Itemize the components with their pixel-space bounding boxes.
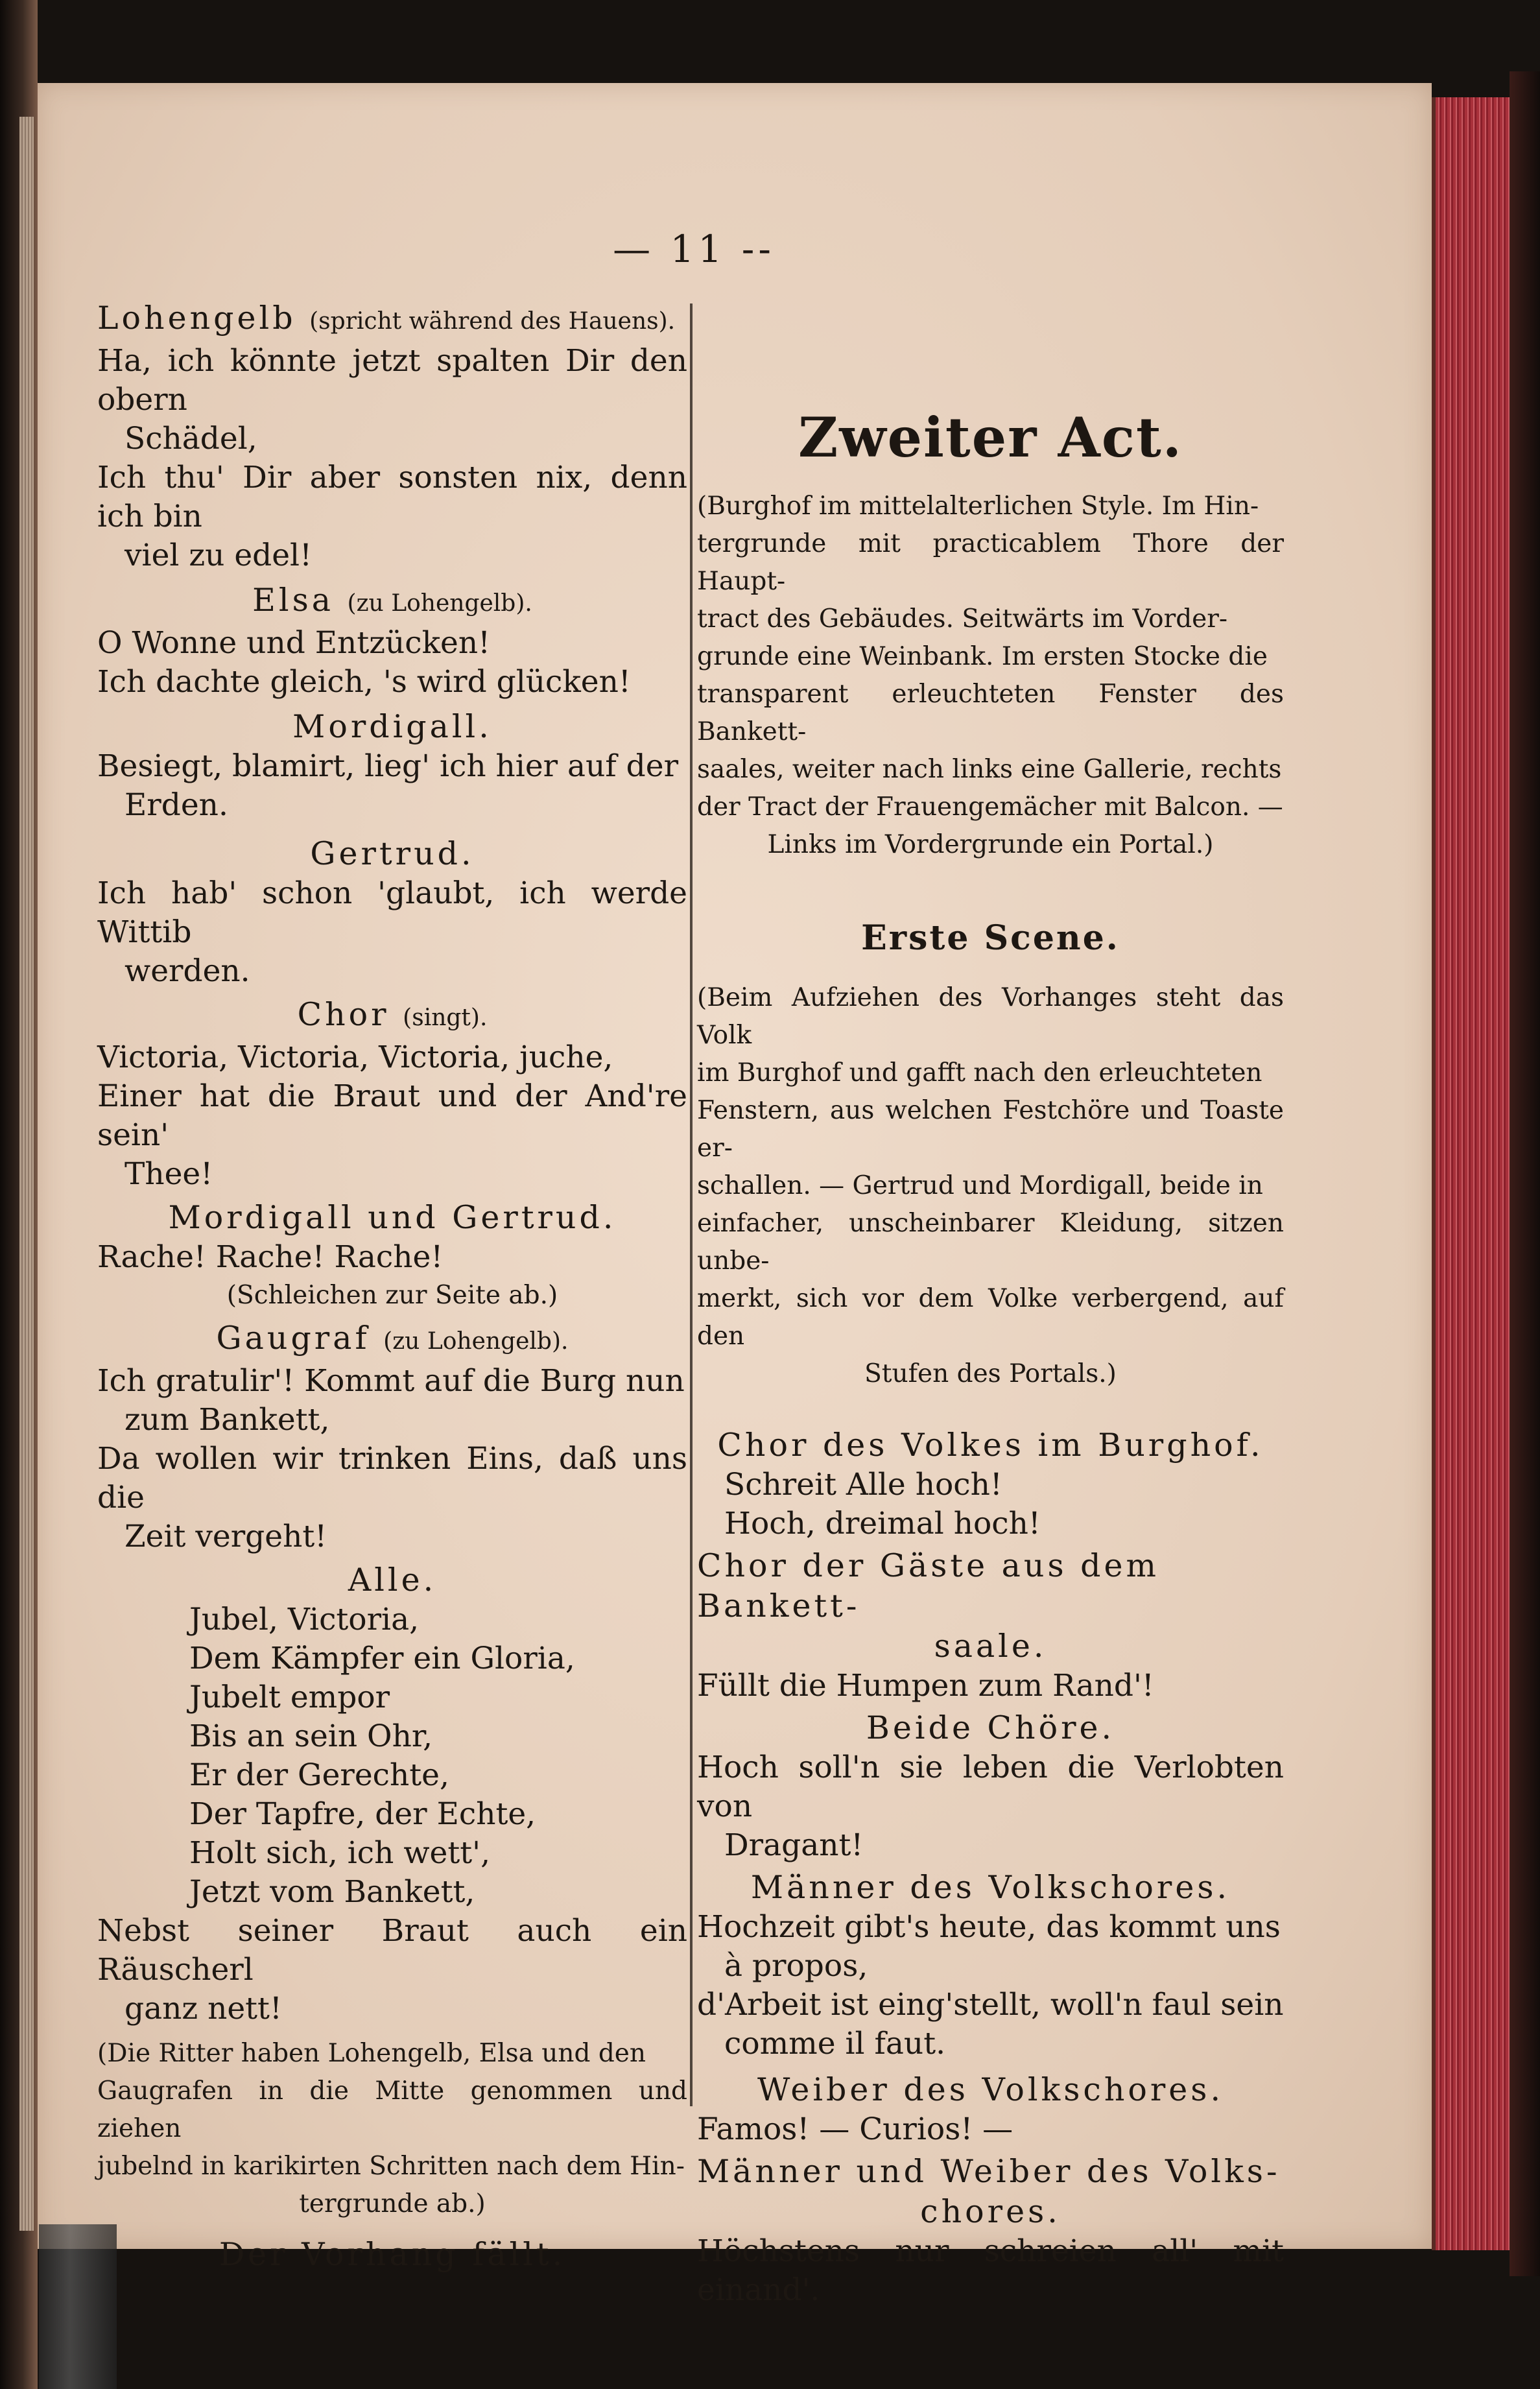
dialogue-block — [697, 1425, 1284, 1543]
text-line: à propos, — [724, 1948, 868, 1984]
left-page-edges — [19, 117, 34, 2231]
text-line: Ich gratulir'! Kommt auf die Burg nun — [97, 1363, 685, 1399]
text-line: Schreit Alle hoch! — [724, 1467, 1002, 1503]
verse-line: Der Tapfre, der Echte, — [189, 1796, 536, 1832]
text-line: Hochzeit gibt's heute, das kommt uns — [697, 1909, 1281, 1945]
stage-note: (spricht während des Hauens). — [309, 308, 676, 335]
speaker-heading — [97, 298, 687, 342]
dialogue-block — [97, 995, 687, 1194]
direction-line: merkt, sich vor dem Volke verbergend, auf den — [697, 1284, 1284, 1351]
stage-direction: (Schleichen zur Seite ab.) — [226, 1281, 558, 1310]
direction-line: grunde eine Weinbank. Im ersten Stocke die — [697, 642, 1268, 671]
direction-line: tergrunde ab.) — [299, 2189, 486, 2218]
text-line: Ich hab' schon 'glaubt, ich werde Wittib — [97, 875, 687, 950]
dialogue-block — [697, 2152, 1284, 2310]
dialogue-block — [697, 1708, 1284, 1865]
speaker-name: Lohengelb — [97, 300, 296, 337]
direction-line: jubelnd in karikirten Schritten nach dem Hin- — [97, 2152, 685, 2181]
stage-note: (singt). — [403, 1004, 488, 1031]
speaker-name: saale. — [934, 1628, 1047, 1665]
direction-line: schallen. — Gertrud und Mordigall, beide in — [697, 1171, 1263, 1200]
speaker-name: chores. — [920, 2193, 1061, 2230]
dialogue-block — [97, 580, 687, 702]
direction-line: (Die Ritter haben Lohengelb, Elsa und den — [97, 2039, 646, 2068]
text-line: Ich dachte gleich, 's wird glücken! — [97, 664, 631, 700]
page-number: — 11 -- — [613, 227, 775, 271]
text-line: werden. — [124, 953, 250, 989]
act-title: Zweiter Act. — [798, 405, 1183, 469]
text-line: Hoch, dreimal hoch! — [724, 1506, 1041, 1541]
verse-line: Jubelt empor — [189, 1680, 390, 1715]
speaker-name: Chor — [297, 996, 390, 1033]
speaker-heading — [97, 1318, 687, 1362]
direction-line: saales, weiter nach links eine Gallerie, rechts — [697, 755, 1282, 784]
text-line: Da wollen wir trinken Eins, daß uns die — [97, 1441, 687, 1515]
text-line: Zeit vergeht! — [124, 1519, 327, 1554]
text-line: ganz nett! — [124, 1991, 282, 2026]
dialogue-block — [697, 1868, 1284, 2063]
text-line: Victoria, Victoria, Victoria, juche, — [97, 1040, 613, 1075]
verse-line: Er der Gerechte, — [189, 1757, 449, 1793]
act-direction — [697, 488, 1284, 864]
dialogue-block — [697, 2070, 1284, 2149]
speaker-name: Gertrud. — [310, 835, 475, 872]
stage-direction-block — [97, 2035, 687, 2223]
direction-line: Gaugrafen in die Mitte genommen und ziehen — [97, 2076, 687, 2143]
verse-line: Jetzt vom Bankett, — [189, 1874, 475, 1910]
scene-title: Erste Scene. — [861, 918, 1120, 958]
book-page-edges-red — [1432, 97, 1513, 2250]
dialogue-block — [97, 1560, 687, 2028]
text-line: Famos! — Curios! — — [697, 2111, 1013, 2147]
book-cover-edge — [1510, 71, 1540, 2276]
speaker-name: Gaugraf — [216, 1320, 370, 1357]
text-line: Erden. — [124, 787, 228, 823]
speaker-name: Mordigall. — [292, 708, 492, 745]
text-line: Hoch soll'n sie leben die Verlobten von — [697, 1750, 1284, 1824]
text-line: Thee! — [124, 1156, 213, 1192]
scene-direction — [697, 979, 1284, 1393]
speaker-name: Männer des Volkschores. — [750, 1869, 1231, 1906]
text-line: Dragant! — [724, 1827, 864, 1863]
dialogue-block — [97, 834, 687, 991]
direction-line: tergrunde mit practicablem Thore der Haupt- — [697, 529, 1284, 596]
verse-line: Bis an sein Ohr, — [189, 1718, 433, 1754]
text-line: Einer hat die Braut und der And're sein' — [97, 1078, 687, 1153]
speaker-name: Beide Chöre. — [866, 1709, 1115, 1746]
bookmark-ribbon — [39, 2224, 117, 2389]
speaker-name: Chor des Volkes im Burghof. — [717, 1427, 1264, 1464]
verse-line: Dem Kämpfer ein Gloria, — [189, 1641, 575, 1676]
text-line: viel zu edel! — [124, 538, 312, 573]
text-line: comme il faut. — [724, 2026, 946, 2062]
direction-line: (Burghof im mittelalterlichen Style. Im Hin- — [697, 492, 1259, 521]
text-line: Ich thu' Dir aber sonsten nix, denn ich bin — [97, 460, 687, 534]
text-line: Rache! Rache! Rache! — [97, 1239, 444, 1275]
direction-line: im Burghof und gafft nach den erleuchteten — [697, 1058, 1262, 1088]
direction-line: Links im Vordergrunde ein Portal.) — [767, 830, 1214, 859]
speaker-heading — [97, 580, 687, 624]
speaker-name: Chor der Gäste aus dem Bankett- — [697, 1547, 1160, 1624]
direction-line: Stufen des Portals.) — [864, 1359, 1117, 1388]
column-divider — [690, 303, 693, 2106]
dialogue-block — [697, 1546, 1284, 1706]
dialogue-block — [97, 298, 687, 575]
speaker-heading — [97, 995, 687, 1038]
text-line: Höchstens nur schreien all' mit einand'. — [697, 2233, 1284, 2308]
text-line: Ha, ich könnte jetzt spalten Dir den obern — [97, 343, 687, 418]
direction-line: einfacher, unscheinbarer Kleidung, sitzen unbe- — [697, 1209, 1284, 1276]
direction-line: Fenstern, aus welchen Festchöre und Toaste er- — [697, 1096, 1284, 1163]
direction-line: transparent erleuchteten Fenster des Bankett- — [697, 680, 1284, 746]
stage-note: (zu Lohengelb). — [383, 1328, 569, 1355]
speaker-name: Weiber des Volkschores. — [757, 2071, 1224, 2108]
curtain-block — [97, 2235, 687, 2275]
verse-line: Holt sich, ich wett', — [189, 1835, 491, 1871]
text-line: Nebst seiner Braut auch ein Räuscherl — [97, 1913, 687, 1988]
speaker-name: Männer und Weiber des Volks- — [697, 2153, 1281, 2190]
stage-note: (zu Lohengelb). — [347, 590, 532, 617]
direction-line: der Tract der Frauengemächer mit Balcon. — — [697, 792, 1283, 822]
text-line: Besiegt, blamirt, lieg' ich hier auf der — [97, 748, 679, 784]
verse-line: Jubel, Victoria, — [189, 1602, 420, 1637]
text-line: O Wonne und Entzücken! — [97, 625, 491, 661]
text-line: Füllt die Humpen zum Rand'! — [697, 1668, 1154, 1704]
direction-line: (Beim Aufziehen des Vorhanges steht das Volk — [697, 983, 1284, 1050]
speaker-name: Elsa — [252, 582, 334, 619]
text-line: d'Arbeit ist eing'stellt, woll'n faul sein — [697, 1987, 1284, 2023]
text-line: zum Bankett, — [124, 1402, 330, 1438]
left-column — [97, 298, 687, 2275]
text-line: Schädel, — [124, 421, 257, 457]
dialogue-block — [97, 707, 687, 825]
curtain-falls: Der Vorhang fällt. — [219, 2236, 566, 2273]
right-column — [697, 298, 1284, 2310]
speaker-name: Mordigall und Gertrud. — [168, 1199, 617, 1236]
dialogue-block — [97, 1318, 687, 1556]
dialogue-block — [97, 1198, 687, 1314]
speaker-name: Alle. — [348, 1562, 437, 1599]
direction-line: tract des Gebäudes. Seitwärts im Vorder- — [697, 604, 1228, 634]
